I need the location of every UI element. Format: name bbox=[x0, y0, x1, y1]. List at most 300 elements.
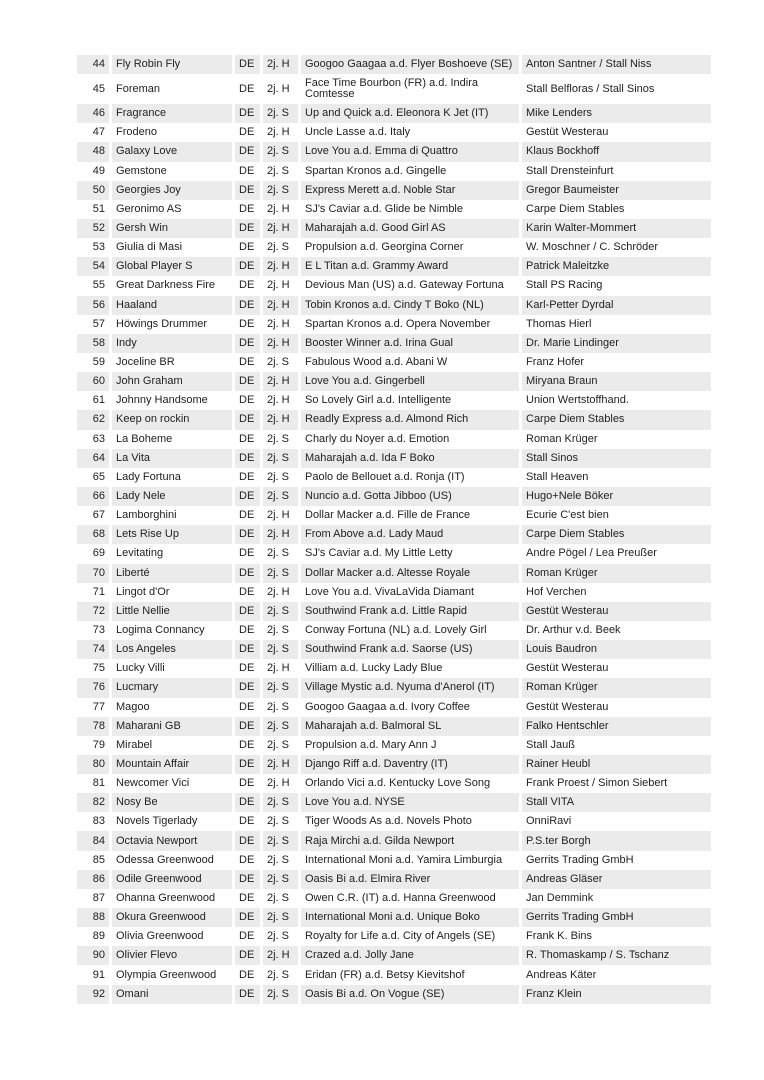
table-row bbox=[77, 219, 711, 238]
age-sex: 2j. S bbox=[263, 985, 298, 1004]
owner: Franz Klein bbox=[522, 985, 711, 1004]
table-row bbox=[77, 449, 711, 468]
entry-number: 56 bbox=[77, 296, 109, 315]
table-row bbox=[77, 793, 711, 812]
horse-name: Giulia di Masi bbox=[116, 241, 183, 254]
country: DE bbox=[235, 334, 260, 353]
entry-number: 44 bbox=[77, 55, 109, 74]
table-row bbox=[77, 162, 711, 181]
owner: Franz Hofer bbox=[526, 356, 585, 369]
horse-name: Octavia Newport bbox=[112, 831, 232, 850]
country: DE bbox=[239, 777, 255, 790]
pedigree: Propulsion a.d. Georgina Corner bbox=[305, 241, 464, 254]
entry-number: 49 bbox=[92, 164, 105, 177]
country: DE bbox=[239, 202, 255, 215]
table-row bbox=[77, 889, 711, 908]
entry-number: 67 bbox=[92, 509, 105, 522]
horse-name: Okura Greenwood bbox=[112, 908, 232, 927]
table-row bbox=[77, 640, 711, 659]
owner: Carpe Diem Stables bbox=[522, 410, 711, 429]
country: DE bbox=[235, 717, 260, 736]
owner: Jan Demmink bbox=[526, 891, 594, 904]
table-row bbox=[77, 200, 711, 219]
owner: Andre Pögel / Lea Preußer bbox=[526, 547, 657, 560]
country: DE bbox=[239, 738, 255, 751]
horse-name: Gemstone bbox=[116, 164, 167, 177]
pedigree: Django Riff a.d. Daventry (IT) bbox=[301, 755, 519, 774]
entry-number: 61 bbox=[92, 394, 105, 407]
horse-name: Lucmary bbox=[112, 678, 232, 697]
pedigree: Love You a.d. Gingerbell bbox=[301, 372, 519, 391]
entry-number: 51 bbox=[92, 202, 105, 215]
entry-number: 85 bbox=[92, 853, 105, 866]
pedigree: Raja Mirchi a.d. Gilda Newport bbox=[301, 831, 519, 850]
horse-name: Magoo bbox=[116, 700, 150, 713]
age-sex: 2j. S bbox=[263, 602, 298, 621]
entry-number: 78 bbox=[77, 717, 109, 736]
country: DE bbox=[235, 219, 260, 238]
owner: Carpe Diem Stables bbox=[526, 202, 625, 215]
entry-number: 60 bbox=[77, 372, 109, 391]
owner: Frank K. Bins bbox=[526, 930, 593, 943]
owner: Gestüt Westerau bbox=[522, 602, 711, 621]
table-row bbox=[77, 257, 711, 276]
entry-number: 83 bbox=[92, 815, 105, 828]
owner: Andreas Käter bbox=[526, 968, 597, 981]
country: DE bbox=[235, 755, 260, 774]
pedigree: Royalty for Life a.d. City of Angels (SE) bbox=[305, 930, 496, 943]
owner: Gerrits Trading GmbH bbox=[526, 853, 634, 866]
horse-name: Levitating bbox=[116, 547, 164, 560]
owner: Falko Hentschler bbox=[522, 717, 711, 736]
entry-number: 48 bbox=[77, 142, 109, 161]
horse-name: Lady Fortuna bbox=[116, 470, 181, 483]
entry-number: 65 bbox=[92, 470, 105, 483]
country: DE bbox=[239, 279, 255, 292]
horse-name: Global Player S bbox=[112, 257, 232, 276]
pedigree: SJ's Caviar a.d. Glide be Nimble bbox=[305, 202, 463, 215]
age-sex: 2j. S bbox=[263, 181, 298, 200]
entry-number: 55 bbox=[92, 279, 105, 292]
horse-name: La Boheme bbox=[116, 432, 173, 445]
table-row bbox=[77, 774, 711, 793]
table-row bbox=[77, 104, 711, 123]
horse-name: Lamborghini bbox=[116, 509, 177, 522]
age-sex: 2j. S bbox=[263, 564, 298, 583]
entry-number: 62 bbox=[77, 410, 109, 429]
pedigree: Tobin Kronos a.d. Cindy T Boko (NL) bbox=[301, 296, 519, 315]
horse-name: Johnny Handsome bbox=[116, 394, 208, 407]
country: DE bbox=[235, 831, 260, 850]
horse-name: Nosy Be bbox=[112, 793, 232, 812]
age-sex: 2j. H bbox=[263, 525, 298, 544]
pedigree: Express Merett a.d. Noble Star bbox=[301, 181, 519, 200]
table-row bbox=[77, 659, 711, 678]
table-row bbox=[77, 946, 711, 965]
horse-name: La Vita bbox=[112, 449, 232, 468]
pedigree: Dollar Macker a.d. Fille de France bbox=[305, 509, 471, 522]
table-row bbox=[77, 678, 711, 697]
horse-name: Newcomer Vici bbox=[116, 777, 190, 790]
horse-name: Olympia Greenwood bbox=[116, 968, 217, 981]
pedigree: Booster Winner a.d. Irina Gual bbox=[301, 334, 519, 353]
table-row bbox=[77, 908, 711, 927]
table-row bbox=[77, 391, 711, 410]
entry-number: 47 bbox=[92, 126, 105, 139]
owner: Hugo+Nele Böker bbox=[522, 487, 711, 506]
country: DE bbox=[235, 908, 260, 927]
country: DE bbox=[235, 410, 260, 429]
pedigree: E L Titan a.d. Grammy Award bbox=[301, 257, 519, 276]
owner: Stall Drensteinfurt bbox=[526, 164, 614, 177]
country: DE bbox=[239, 815, 255, 828]
pedigree: Love You a.d. VivaLaVida Diamant bbox=[305, 585, 475, 598]
age-sex: 2j. S bbox=[267, 432, 290, 445]
pedigree: Propulsion a.d. Mary Ann J bbox=[305, 738, 437, 751]
horse-name: Logima Connancy bbox=[116, 624, 205, 636]
age-sex: 2j. H bbox=[267, 82, 290, 95]
country: DE bbox=[235, 640, 260, 659]
table-row bbox=[77, 870, 711, 889]
table-row bbox=[77, 564, 711, 583]
entry-number: 64 bbox=[77, 449, 109, 468]
country: DE bbox=[239, 394, 255, 407]
pedigree: Charly du Noyer a.d. Emotion bbox=[305, 432, 450, 445]
horse-name: Fragrance bbox=[112, 104, 232, 123]
table-row bbox=[77, 831, 711, 850]
entries-table bbox=[74, 55, 714, 1004]
owner: Gerrits Trading GmbH bbox=[522, 908, 711, 927]
country: DE bbox=[235, 985, 260, 1004]
owner: Karl-Petter Dyrdal bbox=[522, 296, 711, 315]
horse-name: Indy bbox=[112, 334, 232, 353]
entry-number: 81 bbox=[92, 777, 105, 790]
age-sex: 2j. S bbox=[263, 640, 298, 659]
horse-name: Lingot d'Or bbox=[116, 585, 170, 598]
entry-number: 84 bbox=[77, 831, 109, 850]
pedigree: Dollar Macker a.d. Altesse Royale bbox=[301, 564, 519, 583]
country: DE bbox=[235, 793, 260, 812]
entry-number: 79 bbox=[92, 738, 105, 751]
age-sex: 2j. H bbox=[263, 296, 298, 315]
table-row bbox=[77, 583, 711, 602]
table-row bbox=[77, 717, 711, 736]
age-sex: 2j. S bbox=[263, 717, 298, 736]
pedigree: Paolo de Bellouet a.d. Ronja (IT) bbox=[305, 470, 465, 483]
entry-number: 59 bbox=[92, 356, 105, 369]
country: DE bbox=[239, 585, 255, 598]
age-sex: 2j. H bbox=[263, 755, 298, 774]
entry-number: 82 bbox=[77, 793, 109, 812]
pedigree: Conway Fortuna (NL) a.d. Lovely Girl bbox=[305, 624, 487, 636]
age-sex: 2j. H bbox=[263, 372, 298, 391]
owner: Union Wertstoffhand. bbox=[526, 394, 629, 407]
horse-name: Galaxy Love bbox=[112, 142, 232, 161]
age-sex: 2j. S bbox=[267, 930, 290, 943]
owner: Klaus Bockhoff bbox=[522, 142, 711, 161]
age-sex: 2j. S bbox=[263, 831, 298, 850]
age-sex: 2j. S bbox=[267, 164, 290, 177]
horse-name: Georgies Joy bbox=[112, 181, 232, 200]
entry-number: 92 bbox=[77, 985, 109, 1004]
entry-number: 68 bbox=[77, 525, 109, 544]
horse-name: Fly Robin Fly bbox=[112, 55, 232, 74]
table-row bbox=[77, 621, 711, 640]
country: DE bbox=[239, 432, 255, 445]
age-sex: 2j. S bbox=[263, 870, 298, 889]
owner: Mike Lenders bbox=[522, 104, 711, 123]
age-sex: 2j. S bbox=[267, 815, 290, 828]
country: DE bbox=[239, 317, 255, 330]
entry-number: 76 bbox=[77, 678, 109, 697]
country: DE bbox=[235, 104, 260, 123]
table-row bbox=[77, 296, 711, 315]
age-sex: 2j. S bbox=[267, 853, 290, 866]
age-sex: 2j. S bbox=[267, 241, 290, 254]
age-sex: 2j. S bbox=[263, 142, 298, 161]
pedigree: Love You a.d. Emma di Quattro bbox=[301, 142, 519, 161]
pedigree: Southwind Frank a.d. Saorse (US) bbox=[301, 640, 519, 659]
table-row bbox=[77, 506, 711, 525]
country: DE bbox=[239, 891, 255, 904]
age-sex: 2j. H bbox=[267, 509, 290, 522]
owner: Roman Krüger bbox=[522, 678, 711, 697]
pedigree: Tiger Woods As a.d. Novels Photo bbox=[305, 815, 472, 828]
pedigree: International Moni a.d. Unique Boko bbox=[301, 908, 519, 927]
entry-number: 80 bbox=[77, 755, 109, 774]
pedigree: Uncle Lasse a.d. Italy bbox=[305, 126, 411, 139]
age-sex: 2j. S bbox=[263, 487, 298, 506]
pedigree: Maharajah a.d. Ida F Boko bbox=[301, 449, 519, 468]
age-sex: 2j. H bbox=[267, 279, 290, 292]
table-row bbox=[77, 430, 711, 449]
age-sex: 2j. S bbox=[263, 449, 298, 468]
horse-name: John Graham bbox=[112, 372, 232, 391]
owner: Hof Verchen bbox=[526, 585, 587, 598]
country: DE bbox=[239, 968, 255, 981]
table-row bbox=[77, 74, 711, 104]
table-row bbox=[77, 965, 711, 984]
entry-number: 75 bbox=[92, 662, 105, 675]
table-row bbox=[77, 142, 711, 161]
entry-number: 69 bbox=[92, 547, 105, 560]
owner: Karin Walter-Mommert bbox=[522, 219, 711, 238]
table-row bbox=[77, 315, 711, 334]
table-row bbox=[77, 181, 711, 200]
table-row bbox=[77, 525, 711, 544]
country: DE bbox=[235, 55, 260, 74]
horse-name: Geronimo AS bbox=[116, 202, 182, 215]
table-row bbox=[77, 123, 711, 142]
table-row bbox=[77, 755, 711, 774]
pedigree: Spartan Kronos a.d. Opera November bbox=[305, 317, 491, 330]
horse-name: Little Nellie bbox=[112, 602, 232, 621]
country: DE bbox=[239, 470, 255, 483]
owner: Patrick Maleitzke bbox=[522, 257, 711, 276]
country: DE bbox=[239, 509, 255, 522]
country: DE bbox=[239, 241, 255, 254]
table-row bbox=[77, 487, 711, 506]
country: DE bbox=[235, 678, 260, 697]
age-sex: 2j. S bbox=[267, 356, 290, 369]
owner: Thomas Hierl bbox=[526, 317, 592, 330]
horse-name: Frodeno bbox=[116, 126, 157, 139]
age-sex: 2j. H bbox=[263, 334, 298, 353]
entry-number: 63 bbox=[92, 432, 105, 445]
age-sex: 2j. H bbox=[267, 317, 290, 330]
horse-name: Novels Tigerlady bbox=[116, 815, 198, 828]
table-row bbox=[77, 468, 711, 487]
table-row bbox=[77, 851, 711, 870]
age-sex: 2j. H bbox=[267, 126, 290, 139]
owner: Andreas Gläser bbox=[522, 870, 711, 889]
horse-name: Los Angeles bbox=[112, 640, 232, 659]
age-sex: 2j. H bbox=[263, 55, 298, 74]
entry-number: 53 bbox=[92, 241, 105, 254]
table-row bbox=[77, 55, 711, 74]
table-row bbox=[77, 238, 711, 257]
table-row bbox=[77, 698, 711, 717]
entry-number: 73 bbox=[92, 624, 105, 636]
entry-number: 57 bbox=[92, 317, 105, 330]
pedigree: Googoo Gaagaa a.d. Flyer Boshoeve (SE) bbox=[301, 55, 519, 74]
country: DE bbox=[239, 82, 255, 95]
table-row bbox=[77, 927, 711, 946]
pedigree: From Above a.d. Lady Maud bbox=[301, 525, 519, 544]
pedigree: Villiam a.d. Lucky Lady Blue bbox=[305, 662, 443, 675]
pedigree: SJ's Caviar a.d. My Little Letty bbox=[305, 547, 453, 560]
country: DE bbox=[235, 296, 260, 315]
owner: OnniRavi bbox=[526, 815, 572, 828]
owner: Dr. Marie Lindinger bbox=[522, 334, 711, 353]
horse-name: Liberté bbox=[112, 564, 232, 583]
country: DE bbox=[235, 181, 260, 200]
table-row bbox=[77, 410, 711, 429]
age-sex: 2j. H bbox=[267, 202, 290, 215]
country: DE bbox=[239, 547, 255, 560]
country: DE bbox=[235, 564, 260, 583]
entry-number: 86 bbox=[77, 870, 109, 889]
owner: W. Moschner / C. Schröder bbox=[526, 241, 659, 254]
owner: Louis Baudron bbox=[522, 640, 711, 659]
country: DE bbox=[235, 142, 260, 161]
pedigree: Readly Express a.d. Almond Rich bbox=[301, 410, 519, 429]
age-sex: 2j. H bbox=[267, 662, 290, 675]
owner: Stall VITA bbox=[522, 793, 711, 812]
entry-number: 50 bbox=[77, 181, 109, 200]
table-row bbox=[77, 372, 711, 391]
country: DE bbox=[235, 372, 260, 391]
entry-number: 91 bbox=[92, 968, 105, 981]
country: DE bbox=[239, 930, 255, 943]
pedigree: Maharajah a.d. Balmoral SL bbox=[301, 717, 519, 736]
owner: Ecurie C'est bien bbox=[526, 509, 609, 522]
owner: R. Thomaskamp / S. Tschanz bbox=[522, 946, 711, 965]
country: DE bbox=[235, 602, 260, 621]
entry-number: 52 bbox=[77, 219, 109, 238]
age-sex: 2j. S bbox=[267, 968, 290, 981]
owner: Gestüt Westerau bbox=[526, 662, 609, 675]
country: DE bbox=[239, 126, 255, 139]
pedigree: Oasis Bi a.d. On Vogue (SE) bbox=[301, 985, 519, 1004]
pedigree: Devious Man (US) a.d. Gateway Fortuna bbox=[305, 279, 504, 292]
owner: Stall Sinos bbox=[522, 449, 711, 468]
horse-name: Lucky Villi bbox=[116, 662, 165, 675]
entry-number: 45 bbox=[92, 82, 105, 95]
country: DE bbox=[235, 257, 260, 276]
owner: Frank Proest / Simon Siebert bbox=[526, 777, 668, 790]
pedigree: Maharajah a.d. Good Girl AS bbox=[301, 219, 519, 238]
horse-name: Lady Nele bbox=[112, 487, 232, 506]
country: DE bbox=[239, 356, 255, 369]
horse-name: Keep on rockin bbox=[112, 410, 232, 429]
age-sex: 2j. S bbox=[263, 908, 298, 927]
entry-number: 89 bbox=[92, 930, 105, 943]
pedigree: Orlando Vici a.d. Kentucky Love Song bbox=[305, 777, 491, 790]
age-sex: 2j. S bbox=[267, 547, 290, 560]
age-sex: 2j. H bbox=[263, 410, 298, 429]
pedigree: Googoo Gaagaa a.d. Ivory Coffee bbox=[305, 700, 470, 713]
entry-number: 88 bbox=[77, 908, 109, 927]
country: DE bbox=[239, 853, 255, 866]
pedigree: Eridan (FR) a.d. Betsy Kievitshof bbox=[305, 968, 465, 981]
owner: Miryana Braun bbox=[522, 372, 711, 391]
owner: Stall Heaven bbox=[526, 470, 589, 483]
pedigree: International Moni a.d. Yamira Limburgia bbox=[305, 853, 503, 866]
pedigree: Village Mystic a.d. Nyuma d'Anerol (IT) bbox=[301, 678, 519, 697]
owner: Rainer Heubl bbox=[522, 755, 711, 774]
age-sex: 2j. S bbox=[267, 470, 290, 483]
age-sex: 2j. H bbox=[267, 585, 290, 598]
age-sex: 2j. S bbox=[263, 104, 298, 123]
horse-name: Odile Greenwood bbox=[112, 870, 232, 889]
owner: Roman Krüger bbox=[526, 432, 598, 445]
entry-number: 90 bbox=[77, 946, 109, 965]
entry-number: 87 bbox=[92, 891, 105, 904]
horse-name: Gersh Win bbox=[112, 219, 232, 238]
owner: Gestüt Westerau bbox=[526, 700, 609, 713]
pedigree: Crazed a.d. Jolly Jane bbox=[301, 946, 519, 965]
horse-name: Höwings Drummer bbox=[116, 317, 208, 330]
pedigree: Love You a.d. NYSE bbox=[301, 793, 519, 812]
entry-number: 54 bbox=[77, 257, 109, 276]
table-row bbox=[77, 276, 711, 295]
table-row bbox=[77, 544, 711, 563]
country: DE bbox=[235, 487, 260, 506]
country: DE bbox=[239, 700, 255, 713]
horse-name: Mirabel bbox=[116, 738, 153, 751]
entry-number: 58 bbox=[77, 334, 109, 353]
owner: Gregor Baumeister bbox=[522, 181, 711, 200]
horse-name: Maharani GB bbox=[112, 717, 232, 736]
country: DE bbox=[239, 662, 255, 675]
horse-name: Foreman bbox=[116, 82, 161, 95]
age-sex: 2j. S bbox=[267, 624, 290, 636]
pedigree: Fabulous Wood a.d. Abani W bbox=[305, 356, 448, 369]
owner: Stall Jauß bbox=[526, 738, 575, 751]
entry-number: 74 bbox=[77, 640, 109, 659]
horse-name: Lets Rise Up bbox=[112, 525, 232, 544]
entry-number: 66 bbox=[77, 487, 109, 506]
horse-name: Mountain Affair bbox=[112, 755, 232, 774]
owner: Anton Santner / Stall Niss bbox=[522, 55, 711, 74]
age-sex: 2j. H bbox=[263, 946, 298, 965]
table-row bbox=[77, 353, 711, 372]
age-sex: 2j. H bbox=[267, 394, 290, 407]
table-row bbox=[77, 985, 711, 1004]
owner: Stall Belfloras / Stall Sinos bbox=[526, 82, 655, 95]
owner: Dr. Arthur v.d. Beek bbox=[526, 624, 621, 636]
